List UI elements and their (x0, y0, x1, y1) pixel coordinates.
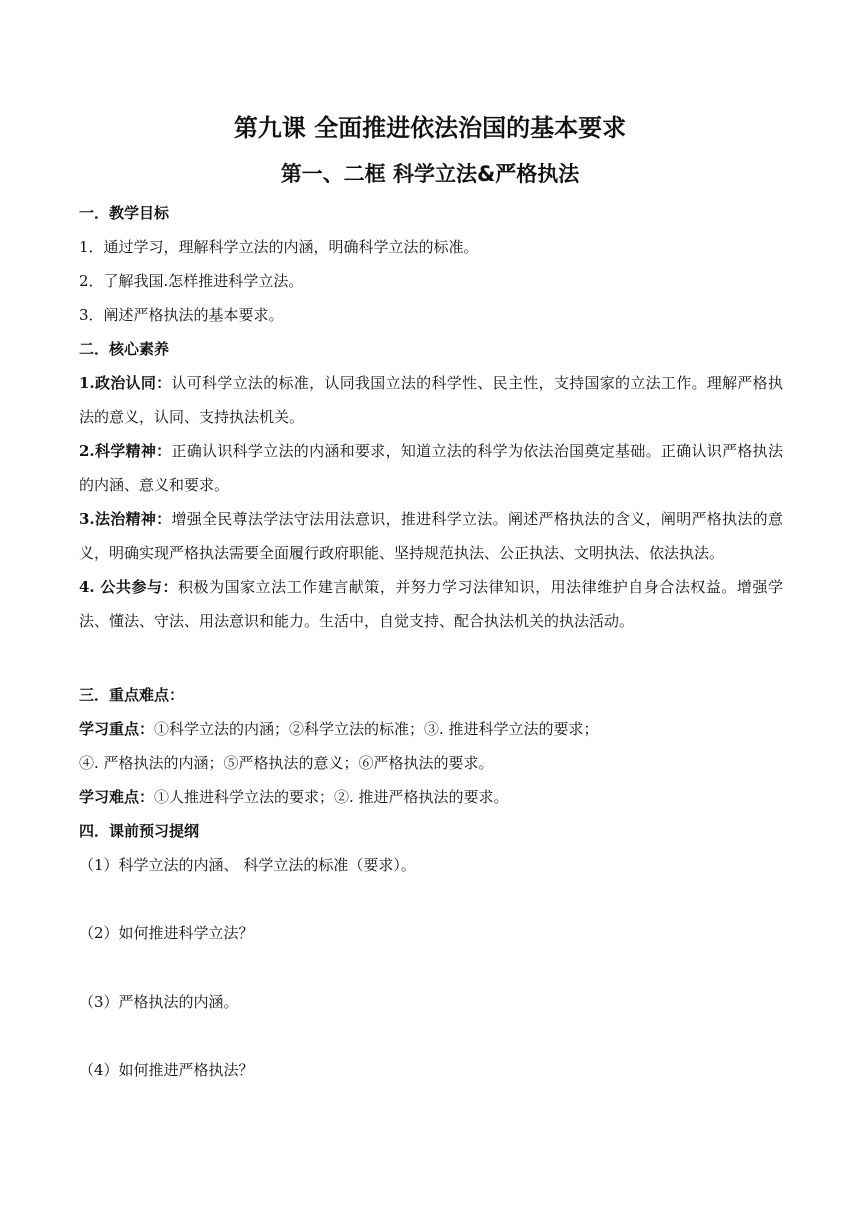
key-points-text: ①科学立法的内涵；②科学立法的标准；③. 推进科学立法的要求； (154, 720, 599, 738)
section-objectives (79, 196, 783, 332)
lesson-subtitle: 第一、二框 科学立法&严格执法 (280, 162, 580, 186)
section-heading-core-literacy: 二．核心素养 (79, 340, 170, 358)
section-heading-key-points: 三．重点难点： (79, 686, 185, 704)
literacy-text: 积极为国家立法工作建言献策，并努力学习法律知识，用法律维护自身合法权益。增强学法、懂法、守法、用法意识和能力。生活中，自觉支持、配合执法机关的执法活动。 (79, 578, 783, 630)
section-key-points (79, 678, 783, 814)
key-points-line (79, 712, 783, 746)
literacy-label: 1.政治认同： (79, 374, 172, 392)
literacy-label: 2.科学精神： (79, 442, 172, 460)
objective-item: 1．通过学习，理解科学立法的内涵，明确科学立法的标准。 (79, 238, 479, 256)
section-heading-objectives: 一．教学目标 (79, 204, 170, 222)
key-points-line: ④. 严格执法的内涵；⑤严格执法的意义；⑥严格执法的要求。 (79, 754, 494, 772)
key-points-label: 学习重点： (79, 720, 155, 738)
literacy-text: 正确认识科学立法的内涵和要求，知道立法的科学为依法治国奠定基础。正确认识严格执法的内涵、意义和要求。 (79, 442, 783, 494)
literacy-text: 增强全民尊法学法守法用法意识，推进科学立法。阐述严格执法的含义，阐明严格执法的意义，明确实现严格执法需要全面履行政府职能、坚持规范执法、公正执法、文明执法、依法执法。 (79, 510, 783, 562)
difficulty-label: 学习难点： (79, 788, 155, 806)
section-heading-preview-outline: 四．课前预习提纲 (79, 822, 200, 840)
literacy-item (79, 366, 783, 434)
difficulty-line (79, 780, 783, 814)
preview-question: （3）严格执法的内涵。 (79, 993, 239, 1011)
objective-item: 3．阐述严格执法的基本要求。 (79, 306, 284, 324)
literacy-item (79, 570, 783, 638)
lesson-title: 第九课 全面推进依法治国的基本要求 (233, 114, 627, 142)
literacy-text: 认可科学立法的标准，认同我国立法的科学性、民主性，支持国家的立法工作。理解严格执法的意义，认同、支持执法机关。 (79, 374, 783, 426)
section-preview-outline (79, 814, 783, 882)
literacy-label: 3.法治精神： (79, 510, 172, 528)
literacy-item (79, 502, 783, 570)
literacy-label: 4. 公共参与： (79, 578, 179, 596)
literacy-item (79, 434, 783, 502)
preview-question: （1）科学立法的内涵、 科学立法的标准（要求）。 (79, 856, 416, 874)
preview-question: （4）如何推进严格执法？ (79, 1061, 254, 1079)
difficulty-text: ①人推进科学立法的要求；②. 推进严格执法的要求。 (154, 788, 509, 806)
preview-question: （2）如何推进科学立法？ (79, 924, 254, 942)
section-core-literacy (79, 332, 783, 638)
objective-item: 2．了解我国.怎样推进科学立法。 (79, 272, 304, 290)
